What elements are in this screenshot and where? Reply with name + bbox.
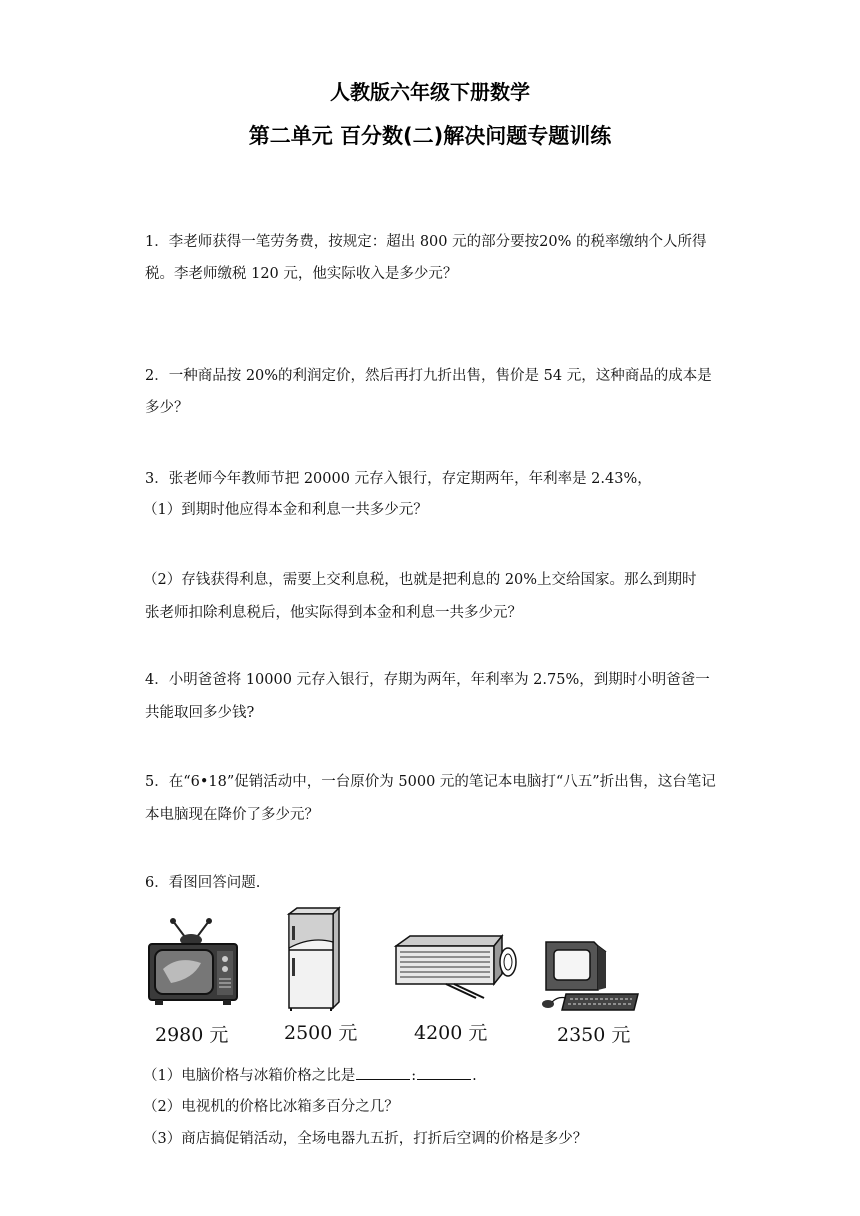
document-subtitle: 第二单元 百分数(二)解决问题专题训练: [248, 124, 612, 148]
question-2-line-1: 2．一种商品按 20%的利润定价，然后再打九折出售，售价是 54 元，这种商品的成本是: [145, 368, 712, 384]
air-conditioner-price: 4200 元: [414, 1022, 488, 1044]
question-6-line-1: 6．看图回答问题.: [145, 875, 261, 891]
question-3-sub-2-line-2: 张老师扣除利息税后，他实际得到本金和利息一共多少元？: [145, 605, 522, 621]
answer-blank-1[interactable]: [356, 1065, 410, 1080]
document-title: 人教版六年级下册数学: [330, 80, 530, 104]
question-4-line-1: 4．小明爸爸将 10000 元存入银行，存期为两年，年利率为 2.75%，到期时小明爸爸一: [145, 672, 710, 688]
question-4-line-2: 共能取回多少钱?: [145, 705, 255, 721]
television-icon: [143, 917, 243, 1007]
ratio-colon: :: [411, 1068, 417, 1084]
question-6-sub-1: [143, 1065, 723, 1086]
question-5-line-1: 5．在“6•18”促销活动中，一台原价为 5000 元的笔记本电脑打“八五”折出售，这台笔记: [145, 774, 716, 790]
sentence-period: .: [472, 1068, 477, 1084]
question-5-line-2: 本电脑现在降价了多少元？: [145, 807, 319, 823]
refrigerator-price: 2500 元: [284, 1022, 358, 1044]
question-3-line-1: 3．张老师今年教师节把 20000 元存入银行，存定期两年，年利率是 2.43%，: [145, 471, 652, 487]
computer-price: 2350 元: [557, 1024, 631, 1046]
question-2-line-2: 多少？: [145, 400, 189, 416]
answer-blank-2[interactable]: [417, 1065, 471, 1080]
question-6-sub-3: （3）商店搞促销活动，全场电器九五折，打折后空调的价格是多少？: [143, 1131, 588, 1147]
question-6-sub-1-text: （1）电脑价格与冰箱价格之比是: [143, 1068, 356, 1084]
computer-icon: [536, 938, 640, 1014]
refrigerator-icon: [283, 906, 343, 1012]
question-1-line-1: 1．李老师获得一笔劳务费，按规定：超出 800 元的部分要按20% 的税率缴纳个人所得: [145, 234, 707, 250]
question-3-sub-2-line-1: （2）存钱获得利息，需要上交利息税，也就是把利息的 20%上交给国家。那么到期时: [143, 572, 697, 588]
air-conditioner-icon: [390, 932, 520, 1004]
television-price: 2980 元: [155, 1024, 229, 1046]
question-6-sub-2: （2）电视机的价格比冰箱多百分之几？: [143, 1099, 399, 1115]
question-3-sub-1: （1）到期时他应得本金和利息一共多少元？: [143, 502, 428, 518]
question-1-line-2: 税。李老师缴税 120 元，他实际收入是多少元？: [145, 266, 458, 282]
